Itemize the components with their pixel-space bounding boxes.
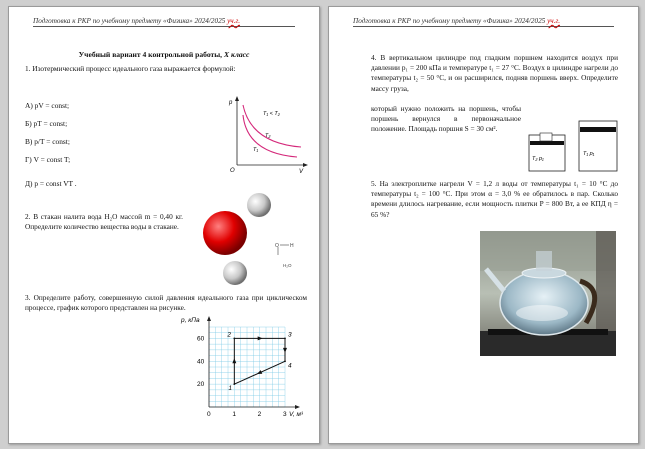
header-mark: уч.г. [227,17,241,25]
cycle-point [284,338,286,340]
question-2-text: 2. В стакан налита вода H₂O массой m = 0,40 кг. Определите количество вещества воды в стакане. [25,212,183,232]
title-main: Учебный вариант 4 контрольной работы, [78,50,223,59]
header-text: Подготовка к РКР по учебному предмету «Физика» 2024/2025 [33,17,226,25]
header-mark: уч.г. [547,17,561,25]
x-tick-label: 1 [232,411,236,418]
cycle-point-label: 4 [288,362,292,370]
q1-option-c: В) p/T = const; [25,137,70,146]
formula-label: H₂O [283,263,292,268]
isotherm-graph [227,95,309,175]
graph-t1-label: T₁ [253,147,259,153]
graph-p-label: p [229,100,233,106]
page-header-left [33,17,295,27]
cycle-arrow [258,336,263,340]
cylinders-figure [527,115,623,173]
cycle-arrow [256,370,262,376]
cycle-arrow [232,358,236,363]
cycle-chart [173,315,303,421]
kettle-photo [480,231,616,356]
cylinder-b-label: T₁ p₁ [583,151,595,157]
question-1-text: 1. Изотермический процесс идеального газа выражается формулой: [25,64,236,73]
water-molecule-image [197,187,277,287]
question-3-text: 3. Определите работу, совершенную силой давления идеального газа при циклическом процессе, график которого представлен на рисунке. [25,293,307,313]
page-header-right [353,17,614,27]
y-tick-label: 20 [197,381,205,389]
cylinder-a-label: T₂ p₁ [532,156,544,162]
water-formula-small [267,235,307,271]
y-axis-label: p, кПа [181,317,200,324]
cycle-point [284,360,286,362]
q1-option-b: Б) pT = const; [25,119,68,128]
x-axis-label: V, м³ [289,411,303,418]
graph-v-label: V [299,169,304,175]
page-left [8,6,320,444]
q1-option-a: А) pV = const; [25,101,70,110]
page-right [328,6,639,444]
question-4-text: 4. В вертикальном цилиндре под гладким поршнем находится воздух при давлении p₁ = 200 кПа и температуре t₁ = 27 °C. Воздух в цилиндре нагрели до температуры t₂ = 50 °C, и он расширился, подняв поршень вверх. Определите массу груза, [371,53,618,93]
cycle-point-label: 2 [227,331,231,339]
q1-option-e: Д) p = const VT . [25,179,77,188]
y-axis-arrow [207,316,211,321]
question-5-text: 5. На электроплитке нагрели V = 1,2 л воды от температуры t₁ = 10 °C до температуры t₂ = 100 °C. При этом α = 3,0 % ее обратилось в пар. Сколько времени длилось нагревание, если мощность плитки P = 800 Вт, а ее КПД η = 65 %? [371,179,618,219]
x-tick-label: 3 [283,411,287,418]
x-tick-label: 2 [257,411,262,418]
graph-legend: T₁ < T₂ [263,111,280,117]
cycle-arrow [283,348,287,353]
question-4-text-side: который нужно положить на поршень, чтобы поршень вернулся в первоначальное положение. Площадь поршня S = 30 см². [371,104,521,134]
y-tick-label: 60 [197,335,205,343]
q1-option-d: Г) V = const T; [25,155,71,164]
worksheet-title [9,50,319,59]
graph-origin-label: O [230,168,235,174]
cycle-point [233,338,235,340]
header-text: Подготовка к РКР по учебному предмету «Физика» 2024/2025 [353,17,546,25]
cycle-point [233,383,235,385]
cycle-point-label: 1 [228,385,232,393]
y-tick-label: 40 [197,358,205,366]
x-tick-label: 0 [207,411,211,418]
formula-h-atom: H [290,243,294,249]
cycle-point-label: 3 [288,331,292,339]
formula-o-atom: O [275,243,279,249]
x-axis-arrow [295,405,300,409]
graph-t2-label: T₂ [265,133,271,139]
title-class: X класс [223,50,250,59]
